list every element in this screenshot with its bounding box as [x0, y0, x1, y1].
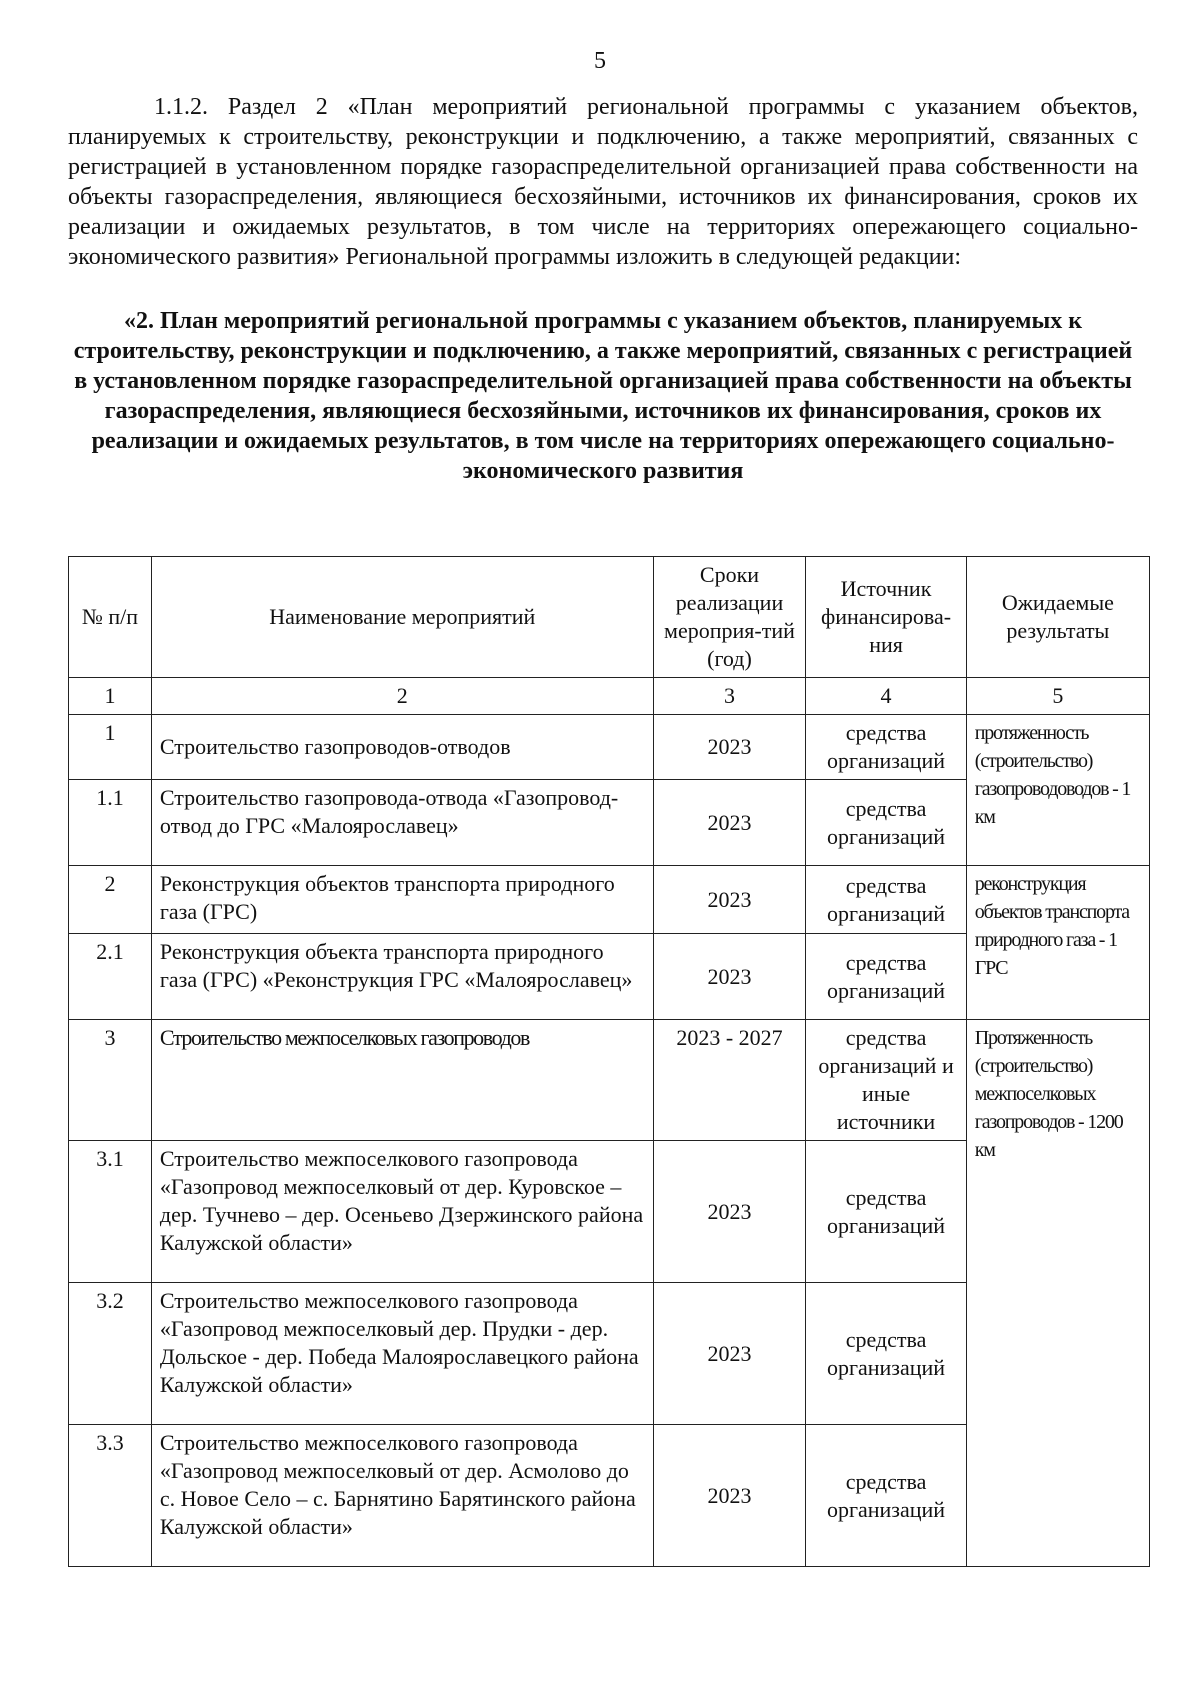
row-source: средства организаций и иные источники: [806, 1020, 966, 1141]
row-number: 3.2: [69, 1283, 152, 1425]
row-number: 2.1: [69, 934, 152, 1020]
row-year: 2023: [653, 934, 806, 1020]
row-name: Строительство газопровода-отвода «Газопровод-отвод до ГРС «Малоярославец»: [151, 780, 653, 866]
row-number: 1.1: [69, 780, 152, 866]
result-cell: реконструкция объектов транспорта природного газа - 1 ГРС: [966, 866, 1149, 1020]
header-number: № п/п: [69, 557, 152, 678]
row-name: Реконструкция объекта транспорта природного газа (ГРС) «Реконструкция ГРС «Малоярославец»: [151, 934, 653, 1020]
row-year: 2023: [653, 780, 806, 866]
row-name: Строительство межпоселкового газопровода «Газопровод межпоселковый от дер. Асмолово до с. Новое Село – с. Барнятино Барятинского района Калужской области»: [151, 1425, 653, 1567]
result-cell: Протяженность (строительство) межпоселковых газопроводов - 1200 км: [966, 1020, 1149, 1567]
col-number: 5: [966, 678, 1149, 715]
row-name: Реконструкция объектов транспорта природного газа (ГРС): [151, 866, 653, 934]
column-number-row: [69, 678, 1150, 715]
row-number: 3.3: [69, 1425, 152, 1567]
page-number: 5: [594, 48, 606, 74]
row-number: 3: [69, 1020, 152, 1141]
row-source: средства организаций: [806, 934, 966, 1020]
row-source: средства организаций: [806, 1141, 966, 1283]
row-number: 3.1: [69, 1141, 152, 1283]
row-year: 2023: [653, 1283, 806, 1425]
row-name: Строительство газопроводов-отводов: [151, 715, 653, 780]
col-number: 3: [653, 678, 806, 715]
plan-table: [68, 556, 1150, 1567]
intro-paragraph: [68, 92, 1138, 272]
row-name: Строительство межпоселкового газопровода «Газопровод межпоселковый дер. Прудки - дер. Дольское - дер. Победа Малоярославецкого района Калужской области»: [151, 1283, 653, 1425]
row-name: Строительство межпоселковых газопроводов: [151, 1020, 653, 1141]
table-row: [69, 866, 1150, 934]
row-source: средства организаций: [806, 1283, 966, 1425]
row-number: 1: [69, 715, 152, 780]
row-source: средства организаций: [806, 866, 966, 934]
table-row: [69, 715, 1150, 780]
result-cell: протяженность (строительство) газопроводоводов - 1 км: [966, 715, 1149, 866]
row-name: Строительство межпоселкового газопровода «Газопровод межпоселковый от дер. Куровское – дер. Тучнево – дер. Осеньево Дзержинского района Калужской области»: [151, 1141, 653, 1283]
row-source: средства организаций: [806, 780, 966, 866]
header-name: Наименование мероприятий: [151, 557, 653, 678]
col-number: 4: [806, 678, 966, 715]
row-number: 2: [69, 866, 152, 934]
header-year: Сроки реализации мероприя-тий (год): [653, 557, 806, 678]
table-row: [69, 1020, 1150, 1141]
table-header-row: [69, 557, 1150, 678]
row-year: 2023: [653, 1425, 806, 1567]
section-heading: «2. План мероприятий региональной программы с указанием объектов, планируемых к строительству, реконструкции и подключению, а также мероприятий, связанных с регистрацией в установленном порядке газораспределительной организацией права собственности на объекты газораспределения, являющиеся бесхозяйными, источников их финансирования, сроков их реализации и ожидаемых результатов, в том числе на территориях опережающего социально-экономического развития: [73, 308, 1133, 484]
row-year: 2023: [653, 866, 806, 934]
row-year: 2023: [653, 1141, 806, 1283]
row-source: средства организаций: [806, 715, 966, 780]
row-year: 2023 - 2027: [653, 1020, 806, 1141]
col-number: 1: [69, 678, 152, 715]
intro-text: 1.1.2. Раздел 2 «План мероприятий региональной программы с указанием объектов, планируемых к строительству, реконструкции и подключению, а также мероприятий, связанных с регистрацией в установленном порядке газораспределительной организацией права собственности на объекты газораспределения, являющиеся бесхозяйными, источников их финансирования, сроков их реализации и ожидаемых результатов, в том числе на территориях опережающего социально-экономического развития» Региональной программы изложить в следующей редакции:: [68, 94, 1138, 270]
header-results: Ожидаемые результаты: [966, 557, 1149, 678]
row-source: средства организаций: [806, 1425, 966, 1567]
row-year: 2023: [653, 715, 806, 780]
header-source: Источник финансирова-ния: [806, 557, 966, 678]
col-number: 2: [151, 678, 653, 715]
